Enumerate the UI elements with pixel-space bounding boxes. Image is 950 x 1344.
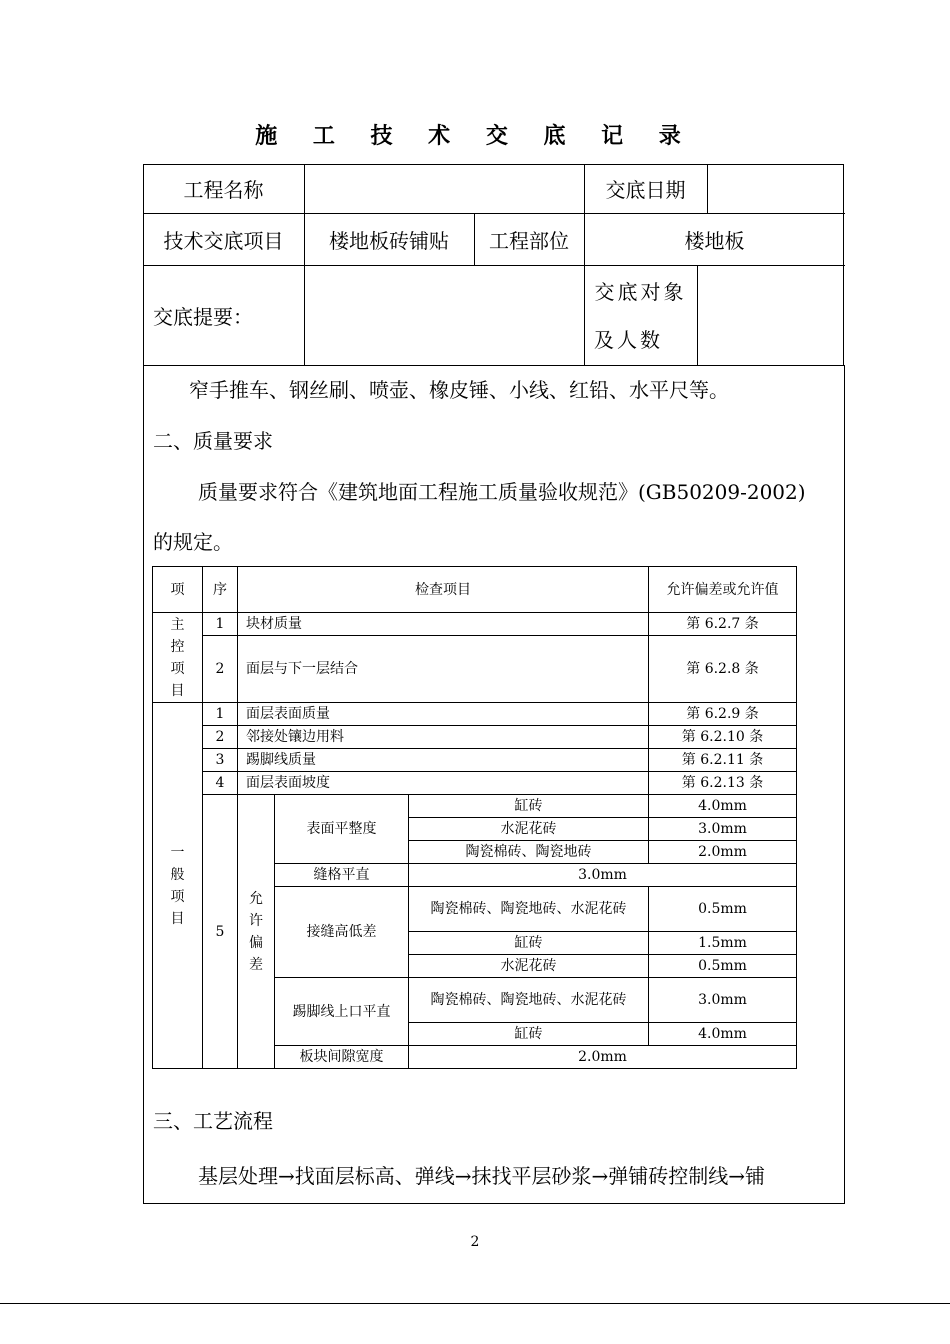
- quality-standard-line: 质量要求符合《建筑地面工程施工质量验收规范》(GB50209-2002): [198, 480, 806, 504]
- tolerance-cell: 3.0mm: [409, 864, 797, 887]
- table-row: [153, 749, 797, 772]
- row-name: 面层表面质量: [238, 703, 649, 726]
- date-label: 交底日期: [605, 178, 686, 202]
- material-cell: 缸砖: [409, 1023, 649, 1046]
- section3-heading: 三、工艺流程: [153, 1109, 273, 1133]
- main-group-label: 主控项目: [153, 613, 203, 703]
- material-cell: 水泥花砖: [409, 955, 649, 978]
- document-title: 施 工 技 术 交 底 记 录: [255, 123, 695, 149]
- col-check-header: 检查项目: [238, 567, 649, 613]
- row-seq: 1: [203, 703, 238, 726]
- joint-height-label: 接缝高低差: [275, 887, 409, 978]
- date-value[interactable]: [707, 164, 845, 213]
- row-value: 第 6.2.9 条: [649, 703, 797, 726]
- table-row: [153, 726, 797, 749]
- row-name: 邻接处镶边用料: [238, 726, 649, 749]
- material-cell: 陶瓷棉砖、陶瓷地砖、水泥花砖: [409, 978, 649, 1023]
- row-seq: 2: [203, 636, 238, 703]
- row-name: 踢脚线质量: [238, 749, 649, 772]
- tolerance-cell: 3.0mm: [649, 818, 797, 841]
- material-cell: 缸砖: [409, 932, 649, 955]
- joint-straight-label: 缝格平直: [275, 864, 409, 887]
- row-seq: 5: [203, 795, 238, 1069]
- material-cell: 水泥花砖: [409, 818, 649, 841]
- material-cell: 陶瓷棉砖、陶瓷地砖、水泥花砖: [409, 887, 649, 932]
- tolerance-cell: 0.5mm: [649, 955, 797, 978]
- row-name: 块材质量: [238, 613, 649, 636]
- quality-table: [152, 566, 797, 1069]
- row-seq: 4: [203, 772, 238, 795]
- page-number: 2: [470, 1234, 480, 1250]
- part-label: 工程部位: [489, 228, 569, 253]
- table-row: [153, 703, 797, 726]
- col-allow-header: 允许偏差或允许值: [649, 567, 797, 613]
- row-value: 第 6.2.10 条: [649, 726, 797, 749]
- project-name-label: 工程名称: [183, 178, 264, 202]
- row-value: 第 6.2.13 条: [649, 772, 797, 795]
- footer-rule: [0, 1303, 950, 1304]
- target-value[interactable]: [697, 265, 845, 365]
- row-seq: 3: [203, 749, 238, 772]
- table-row: [153, 613, 797, 636]
- section2-heading: 二、质量要求: [153, 429, 273, 453]
- flatness-label: 表面平整度: [275, 795, 409, 864]
- table-row: [153, 772, 797, 795]
- tolerance-cell: 0.5mm: [649, 887, 797, 932]
- material-cell: 陶瓷棉砖、陶瓷地砖: [409, 841, 649, 864]
- row-name: 面层与下一层结合: [238, 636, 649, 703]
- project-name-value[interactable]: [304, 164, 584, 213]
- tolerance-cell: 2.0mm: [409, 1046, 797, 1069]
- tolerance-cell: 3.0mm: [649, 978, 797, 1023]
- row-seq: 1: [203, 613, 238, 636]
- col-item-header: 项: [153, 567, 203, 613]
- row-name: 面层表面坡度: [238, 772, 649, 795]
- row-value: 第 6.2.11 条: [649, 749, 797, 772]
- target-label-line2: 及人数: [594, 327, 663, 352]
- row-value: 第 6.2.8 条: [649, 636, 797, 703]
- tolerance-cell: 4.0mm: [649, 795, 797, 818]
- frame-left-edge: [143, 365, 144, 1204]
- skirting-label: 踢脚线上口平直: [275, 978, 409, 1046]
- part-value: 楼地板: [684, 228, 745, 253]
- row-value: 第 6.2.7 条: [649, 613, 797, 636]
- target-label-line1: 交底对象: [594, 279, 687, 304]
- tolerance-cell: 4.0mm: [649, 1023, 797, 1046]
- quality-standard-line: 的规定。: [153, 530, 233, 554]
- row-seq: 2: [203, 726, 238, 749]
- frame-right-edge: [844, 365, 845, 1204]
- general-group-label: 一般项目: [153, 703, 203, 1069]
- gap-label: 板块间隙宽度: [275, 1046, 409, 1069]
- item-value: 楼地板砖铺贴: [329, 228, 449, 253]
- tolerance-cell: 1.5mm: [649, 932, 797, 955]
- summary-value[interactable]: [304, 265, 584, 365]
- table-row: [153, 795, 797, 818]
- material-cell: 缸砖: [409, 795, 649, 818]
- tools-line: 窄手推车、钢丝刷、喷壶、橡皮锤、小线、红铅、水平尺等。: [189, 378, 729, 402]
- table-header-row: [153, 567, 797, 613]
- item-label: 技术交底项目: [163, 228, 284, 253]
- summary-label: 交底提要：: [153, 304, 253, 329]
- deviation-label: 允许偏差: [238, 795, 275, 1069]
- tolerance-cell: 2.0mm: [649, 841, 797, 864]
- frame-bottom-edge: [143, 1203, 845, 1204]
- col-seq-header: 序: [203, 567, 238, 613]
- process-line: 基层处理→找面层标高、弹线→抹找平层砂浆→弹铺砖控制线→铺: [198, 1164, 766, 1188]
- header-divider: [143, 365, 845, 366]
- table-row: [153, 636, 797, 703]
